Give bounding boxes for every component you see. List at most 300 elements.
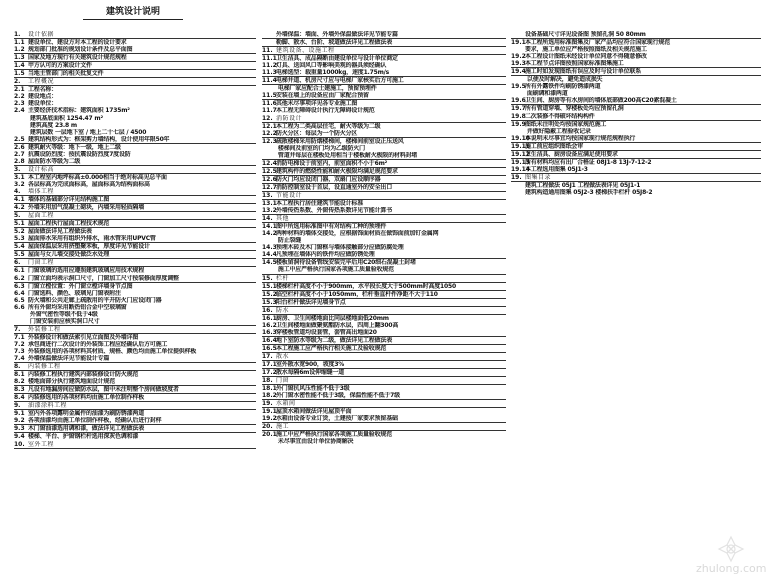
note-line xyxy=(262,31,506,39)
note-text: 设备基础尺寸详见设备图 预留孔洞 50 80mm xyxy=(525,31,646,38)
note-number: 19.13 xyxy=(511,158,530,166)
note-number: 1.2 xyxy=(14,46,25,54)
note-number: 11. xyxy=(262,47,273,55)
note-text: 外装修选用的各项材料其材质、规格、颜色均由施工单位提供样板 xyxy=(28,347,197,355)
note-number: 16.2 xyxy=(262,321,277,329)
note-text: 楼地面部分执行建筑地面设计规范 xyxy=(28,378,116,386)
note-number: 5.2 xyxy=(14,228,25,236)
note-number: 13. xyxy=(262,191,273,199)
note-text: 本工程所选用标准图集及厂家产品均应符合国家现行规范 xyxy=(525,39,671,47)
note-number: 4. xyxy=(14,187,21,195)
note-line xyxy=(262,408,506,415)
note-text: 楼梯间及前室的门均为乙级防火门 xyxy=(276,144,365,152)
note-text: 门窗选料、颜色、玻璃见门窗表附注 xyxy=(28,289,121,297)
note-line xyxy=(262,337,506,345)
note-number: 8. xyxy=(14,363,21,371)
note-text: 油漆涂料工程 xyxy=(28,402,68,410)
note-text: 各项油漆均由施工单位制作样板，经确认后进行封样 xyxy=(28,417,162,425)
note-number: 9.2 xyxy=(14,417,25,425)
note-text: 室外工程 xyxy=(28,440,55,448)
note-text: 国家及地方现行有关建筑设计规范规程 xyxy=(28,54,127,62)
note-line xyxy=(14,100,256,107)
note-number: 19. xyxy=(511,173,522,181)
note-number: 6. xyxy=(14,259,21,267)
note-number: 14.2 xyxy=(262,230,277,238)
note-line xyxy=(14,115,256,122)
note-line xyxy=(14,304,256,311)
note-text: 所有管道穿墙、穿楼板处均应预留孔洞 xyxy=(525,105,624,113)
note-line xyxy=(262,55,506,62)
note-line xyxy=(262,392,506,400)
note-number: 19.8 xyxy=(511,112,526,120)
note-number: 16.5 xyxy=(262,344,277,352)
note-number: 13.1 xyxy=(262,200,277,208)
note-text: 本工程无障碍设计执行无障碍设计规范 xyxy=(276,107,375,115)
note-text: 本工程执行居住建筑节能设计标准 xyxy=(276,200,364,208)
note-line xyxy=(14,235,256,243)
note-text: 承包商进行二次设计的外装饰工程应经确认后方可施工 xyxy=(28,340,168,348)
note-text: 建筑设备、设施工程 xyxy=(276,47,335,55)
note-line xyxy=(262,207,506,215)
note-line xyxy=(262,230,506,237)
note-number: 19. xyxy=(262,400,273,408)
note-line xyxy=(262,223,506,230)
note-number: 16.4 xyxy=(262,336,277,344)
note-number: 9.1 xyxy=(14,410,25,418)
note-text: 建设单位、建设方对本工程的设计要求 xyxy=(28,39,127,47)
note-line xyxy=(511,83,761,90)
note-text: 本工程选用图集 05J1-3 xyxy=(525,165,588,173)
note-text: 灯具、送回风口等影响美观的器具须经确认 xyxy=(276,62,387,70)
note-line xyxy=(262,107,506,114)
note-line xyxy=(14,70,256,78)
note-number: 17. xyxy=(262,352,273,360)
note-text: 疏散楼梯采用防烟楼梯间，楼梯间前室设正压送风 xyxy=(276,137,404,145)
note-number: 16. xyxy=(262,306,273,314)
section-heading xyxy=(14,259,256,267)
note-number: 12. xyxy=(262,114,273,122)
note-text: 临空栏杆高度不小于1050mm，栏杆垂直杆件净距不大于110 xyxy=(276,290,438,298)
note-number: 7.3 xyxy=(14,347,25,355)
note-text: 消防设计 xyxy=(276,114,303,122)
note-line xyxy=(14,228,256,235)
note-text: 栏杆 xyxy=(276,274,290,282)
note-number: 3. xyxy=(14,165,21,173)
note-text: 散水 xyxy=(276,352,290,360)
note-text: 各层标高为完成面标高，屋面标高为结构面标高 xyxy=(28,180,150,188)
note-text: 凡预埋在墙体内的铁件均应做防锈处理 xyxy=(276,251,375,259)
note-line xyxy=(14,425,256,433)
note-text: 其他未尽事项详见各专业施工图 xyxy=(276,100,358,108)
note-text: 外墙传热系数、外窗传热系数详见节能计算书 xyxy=(276,207,393,215)
note-line xyxy=(14,86,256,93)
note-line xyxy=(511,128,761,135)
note-number: 19.7 xyxy=(511,105,526,113)
note-number: 1.5 xyxy=(14,70,25,78)
note-text: 建设单位： xyxy=(28,100,58,108)
note-text: 面刷调和漆两道 xyxy=(525,90,568,98)
note-line xyxy=(262,77,506,85)
note-number: 9.3 xyxy=(14,425,25,433)
note-line xyxy=(262,345,506,353)
note-text: 卫生间楼地面做聚氨酯防水层，四周上翻300高 xyxy=(276,321,399,329)
note-text: 所有外露铁件均刷防锈漆两道 xyxy=(525,83,601,91)
note-text: 管道井每层在楼板处用相当于楼板耐火极限的材料封堵 xyxy=(276,151,418,159)
note-number: 2.6 xyxy=(14,143,25,151)
note-text: 防火门均应设闭门器，双扇门应设顺序器 xyxy=(276,175,381,183)
note-line xyxy=(262,291,506,299)
note-text: 门窗立樘位置：外门窗立樘详墙身节点图 xyxy=(28,282,133,290)
note-text: 以便及时解决，避免造成损失 xyxy=(525,76,603,84)
note-text: 门窗立面均表示洞口尺寸，门窗加工尺寸按装修面厚度调整 xyxy=(28,274,179,282)
section-heading xyxy=(14,78,256,86)
note-line xyxy=(14,151,256,158)
note-text: 内装修选用的各项材料均由施工单位制作样板 xyxy=(28,394,145,402)
note-text: 要求，施工单位应严格按照图纸及相关规范施工 xyxy=(525,46,647,54)
note-line xyxy=(262,92,506,100)
note-number: 11.2 xyxy=(262,62,277,70)
note-text: 凡设有地漏房间应做防水层，图中未注明整个房间做坡度者 xyxy=(28,386,179,394)
note-number: 5. xyxy=(14,212,21,220)
section-heading xyxy=(14,363,256,371)
note-text: 本工程施工应严格执行相关施工及验收规范 xyxy=(276,344,387,352)
note-number: 14.5 xyxy=(262,259,277,267)
note-line xyxy=(262,322,506,329)
note-text: 主要经济技术指标：建筑面积 1735m² xyxy=(28,107,130,115)
note-text: 建筑构件的燃烧性能和耐火极限均满足规范要求 xyxy=(276,167,398,175)
note-line xyxy=(14,341,256,348)
note-number: 2.1 xyxy=(14,86,25,94)
note-text: 防止裂缝 xyxy=(276,237,302,245)
note-text: 卫生间、厨房等有水房间的墙体底部做200高C20素混凝土 xyxy=(525,97,677,105)
section-heading xyxy=(262,275,506,283)
note-line xyxy=(511,53,761,60)
note-line xyxy=(262,438,506,445)
note-text: 本说明未尽事宜均按国家现行规范规程执行 xyxy=(525,134,636,142)
note-text: 门窗玻璃的选用应遵照建筑玻璃应用技术规程 xyxy=(28,267,145,275)
note-text: 散水每隔6m设伸缩缝一道 xyxy=(276,369,345,377)
note-number: 17.1 xyxy=(262,361,277,369)
note-number: 3.2 xyxy=(14,180,25,188)
note-text: 其他 xyxy=(276,215,290,223)
note-text: 墙体工程 xyxy=(28,187,55,195)
note-line xyxy=(14,122,256,129)
note-line xyxy=(14,433,256,440)
section-heading xyxy=(262,377,506,385)
note-number: 1.3 xyxy=(14,54,25,62)
section-heading xyxy=(262,423,506,431)
note-number: 7. xyxy=(14,325,21,333)
note-number: 11.4 xyxy=(262,77,277,85)
note-number: 1. xyxy=(14,31,21,38)
note-number: 10. xyxy=(14,440,25,448)
note-number: 2.8 xyxy=(14,157,25,165)
note-text: 两种材料的墙体交接处，应根据饰面材质在做饰面前加钉金属网 xyxy=(276,230,439,238)
note-number: 19.5 xyxy=(511,83,526,91)
note-text: 施工前应组织图纸会审 xyxy=(525,142,584,150)
note-number: 5.1 xyxy=(14,220,25,228)
section-heading xyxy=(14,326,256,334)
note-line xyxy=(14,267,256,274)
note-line xyxy=(14,386,256,394)
note-number: 6.4 xyxy=(14,289,25,297)
note-text: 防水 xyxy=(276,306,290,314)
note-text: 电梯选型：载重量1000kg，速度1.75m/s xyxy=(276,69,390,77)
note-line xyxy=(262,85,506,92)
note-line xyxy=(511,90,761,97)
notes-column-3 xyxy=(511,31,761,196)
note-text: 本工程室内地坪标高±0.000相当于绝对标高见总平面 xyxy=(28,173,167,181)
note-text: 节能设计 xyxy=(276,191,303,199)
note-text: 建筑基底面积 1254.47 m² xyxy=(28,114,103,122)
note-line xyxy=(511,151,761,159)
section-heading xyxy=(14,166,256,174)
note-line xyxy=(14,129,256,136)
note-text: 屋面工程 xyxy=(28,212,55,220)
note-text: 门窗 xyxy=(276,377,290,385)
note-number: 14.1 xyxy=(262,223,277,231)
note-line xyxy=(14,144,256,151)
note-line xyxy=(14,297,256,304)
note-line xyxy=(14,196,256,204)
note-number: 12.1 xyxy=(262,122,277,130)
note-text: 外墙保温做法详见节能设计专篇 xyxy=(28,355,110,363)
note-number: 6.6 xyxy=(14,303,25,311)
note-line xyxy=(511,135,761,143)
note-line xyxy=(511,97,761,105)
note-number: 2.3 xyxy=(14,100,25,108)
note-text: 抗震设防烈度：按抗震设防烈度7度设防 xyxy=(28,150,131,158)
note-line xyxy=(14,371,256,378)
note-number: 19.10 xyxy=(511,134,530,142)
note-text: 工程名称： xyxy=(28,86,58,94)
note-line xyxy=(14,243,256,251)
note-line xyxy=(262,415,506,423)
note-line xyxy=(262,100,506,107)
note-line xyxy=(511,31,761,39)
note-line xyxy=(14,378,256,386)
note-text: 建筑耐火等级：地下一级，地上二级 xyxy=(28,143,121,151)
note-number: 19.1 xyxy=(511,39,526,47)
note-number: 19.2 xyxy=(511,53,526,61)
note-number: 6.2 xyxy=(14,274,25,282)
note-line xyxy=(511,113,761,121)
note-text: 墙体的基础部分详见结构施工图 xyxy=(28,196,110,204)
note-line xyxy=(511,166,761,174)
note-text: 规划部门批准的规划设计条件及总平面图 xyxy=(28,46,133,54)
note-text: 本工程为二类高层住宅，耐火等级为二级 xyxy=(276,122,381,130)
note-number: 12.3 xyxy=(262,137,277,145)
note-text: 室外散水宽900，坡度3% xyxy=(276,361,345,369)
section-heading xyxy=(262,400,506,408)
note-text: 厨房、卫生间楼地面比同层楼地面低20mm xyxy=(276,314,389,322)
note-number: 8.3 xyxy=(14,386,25,394)
note-text: 楼板留洞待设备管线安装完毕后用C20细石混凝土封堵 xyxy=(276,259,416,267)
note-line xyxy=(262,62,506,69)
note-text: 施工中应严格执行国家各项施工质量验收规范 xyxy=(276,266,394,274)
note-line xyxy=(262,431,506,438)
note-line xyxy=(262,138,506,145)
note-line xyxy=(262,385,506,392)
note-text: 阳台栏杆做法详见墙身节点 xyxy=(276,298,346,306)
note-line xyxy=(14,46,256,54)
section-heading xyxy=(262,353,506,361)
note-text: 消防电梯设于前室内，前室面积不小于6m² xyxy=(276,159,388,167)
section-heading xyxy=(14,188,256,196)
note-text: 屋面排水采用有组织外排水，雨水管采用UPVC管 xyxy=(28,235,156,243)
note-text: 门窗工程 xyxy=(28,259,55,267)
note-line xyxy=(511,46,761,53)
note-line xyxy=(14,204,256,212)
note-text: 电梯厂家应配合土建施工，预留预埋件 xyxy=(276,85,377,93)
note-text: 外门窗抗风压性能不低于3级 xyxy=(276,385,350,393)
note-line xyxy=(14,334,256,341)
note-number: 14. xyxy=(262,215,273,223)
note-line xyxy=(511,182,761,189)
note-number: 12.6 xyxy=(262,175,277,183)
note-line xyxy=(262,259,506,266)
note-number: 8.2 xyxy=(14,378,25,386)
note-line xyxy=(14,54,256,62)
note-number: 19.12 xyxy=(511,150,530,158)
note-number: 11.3 xyxy=(262,69,277,77)
section-heading xyxy=(262,115,506,123)
note-text: 并做好隐蔽工程验收记录 xyxy=(525,127,591,135)
note-number: 11.7 xyxy=(262,107,277,115)
note-text: 建筑构造通用图集 05J2-3 楼梯扶手栏杆 05J8-2 xyxy=(525,188,653,196)
note-text: 设计标高 xyxy=(28,165,55,173)
note-line xyxy=(262,152,506,160)
note-line xyxy=(262,251,506,259)
note-line xyxy=(511,68,761,76)
note-number: 6.3 xyxy=(14,282,25,290)
note-text: 甲方认可的方案设计文件 xyxy=(28,62,92,70)
note-number: 4.2 xyxy=(14,204,25,212)
note-text: 楼梯、平台、护窗钢栏杆选用深灰色调和漆 xyxy=(28,433,139,441)
section-heading xyxy=(262,215,506,223)
note-line xyxy=(262,130,506,138)
note-line xyxy=(262,266,506,274)
section-heading xyxy=(262,307,506,315)
note-number: 2. xyxy=(14,78,21,86)
note-text: 木门窗油漆选用调和漆，做法详见工程做法表 xyxy=(28,425,145,433)
note-text: 施工 xyxy=(276,423,290,431)
note-number: 7.4 xyxy=(14,355,25,363)
section-heading xyxy=(511,174,761,182)
note-number: 11.5 xyxy=(262,92,277,100)
note-line xyxy=(14,290,256,297)
note-line xyxy=(262,39,506,47)
note-number: 15. xyxy=(262,274,273,282)
section-heading xyxy=(14,31,256,39)
note-line xyxy=(14,394,256,402)
section-heading xyxy=(262,192,506,200)
note-number: 19.2 xyxy=(262,415,277,423)
note-number: 9. xyxy=(14,402,21,410)
note-number: 4.1 xyxy=(14,196,25,204)
note-number: 11.1 xyxy=(262,55,277,63)
note-number: 5.5 xyxy=(14,251,25,259)
note-number: 7.1 xyxy=(14,333,25,341)
note-text: 楼梯栏杆高度不小于900mm，水平段长度大于500mm时高度1050 xyxy=(276,282,456,290)
note-line xyxy=(14,348,256,355)
note-line xyxy=(14,39,256,46)
note-line xyxy=(14,93,256,100)
note-text: 室内外各项露明金属件的油漆为刷防锈漆两道 xyxy=(28,410,145,418)
section-heading xyxy=(262,47,506,55)
note-number: 1.4 xyxy=(14,62,25,70)
note-line xyxy=(511,105,761,112)
note-number: 6.5 xyxy=(14,296,25,304)
note-number: 14.4 xyxy=(262,251,277,259)
note-text: 本工程节点详图按照国家标准图集施工 xyxy=(525,60,624,68)
note-number: 20.1 xyxy=(262,431,277,439)
note-number: 12.7 xyxy=(262,183,277,191)
note-text: 外装修设计和做法索引见立面图及外墙详图 xyxy=(28,333,139,341)
note-number: 15.3 xyxy=(262,298,277,306)
note-line xyxy=(262,145,506,152)
note-line xyxy=(262,168,506,176)
note-text: 水箱间 xyxy=(276,400,296,408)
note-line xyxy=(262,315,506,322)
note-number: 7.2 xyxy=(14,340,25,348)
section-heading xyxy=(14,441,256,449)
note-number: 12.4 xyxy=(262,159,277,167)
note-text: 屋面保温层采用挤塑聚苯板，厚度详见节能设计 xyxy=(28,243,150,251)
note-text: 防火墙和公共走廊上疏散用的平开防火门应设闭门器 xyxy=(28,296,162,304)
note-text: 外窗气密性等级不低于4级 xyxy=(28,310,98,318)
note-number: 16.3 xyxy=(262,328,277,336)
note-text: 地下室防水等级为二级，做法详见工程做法表 xyxy=(276,336,393,344)
note-line xyxy=(511,159,761,166)
note-text: 建筑层数 一层地下室 / 地上二十七层 / 4500 xyxy=(28,128,147,136)
note-text: 外墙保温：墙面、外墙外保温做法详见节能专篇 xyxy=(276,31,398,38)
note-text: 屋面防水等级为二级 xyxy=(28,157,81,165)
note-text: 外门窗水密性能不低于3级，保温性能不低于7级 xyxy=(276,392,400,400)
note-number: 5.4 xyxy=(14,243,25,251)
sheet-title: 建筑设计说明 xyxy=(77,6,189,19)
note-text: 本工程设计图纸未经设计单位同意不得随意修改 xyxy=(525,53,647,61)
note-number: 19.6 xyxy=(511,97,526,105)
watermark-text: zhulong.com xyxy=(696,562,767,575)
notes-column-2 xyxy=(262,31,506,446)
note-text: 建筑工程做法 05J1 工程做法表详见 05J1-1 xyxy=(525,181,641,189)
note-text: 屋面做法详见工程做法表 xyxy=(28,228,92,236)
note-number: 19.14 xyxy=(511,165,530,173)
notes-column-1 xyxy=(14,31,256,449)
note-line xyxy=(262,176,506,184)
note-line xyxy=(14,107,256,114)
note-number: 19.3 xyxy=(511,60,526,68)
note-number: 19.9 xyxy=(511,120,526,128)
note-line xyxy=(511,143,761,151)
note-text: 内装修工程执行建筑内部装修设计防火规范 xyxy=(28,371,139,379)
note-text: 图纸未注明处均按国家规范施工 xyxy=(525,120,607,128)
note-line xyxy=(14,283,256,290)
note-line xyxy=(511,121,761,128)
note-line xyxy=(262,200,506,207)
note-line xyxy=(262,184,506,192)
note-line xyxy=(262,329,506,337)
note-line xyxy=(262,237,506,244)
note-text: 施工中应严格执行国家各项施工质量验收规范 xyxy=(276,431,393,439)
note-line xyxy=(14,410,256,417)
note-number: 16.1 xyxy=(262,314,277,322)
note-line xyxy=(14,355,256,363)
note-text: 建筑结构形式为：框架剪力墙结构，设计使用年限50年 xyxy=(28,135,170,143)
note-line xyxy=(262,283,506,291)
note-number: 1.1 xyxy=(14,39,25,47)
